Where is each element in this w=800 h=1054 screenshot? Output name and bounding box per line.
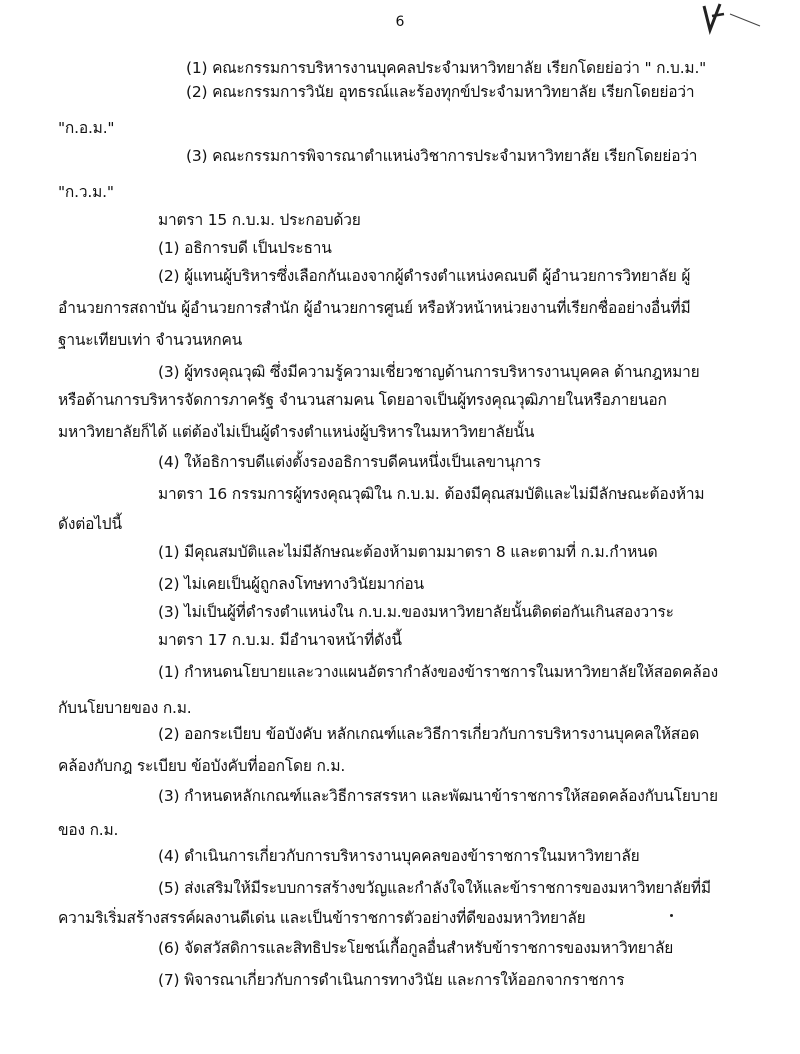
text-line: (1) คณะกรรมการบริหารงานบุคคลประจำมหาวิทยาลัย เรียกโดยย่อว่า " ก.บ.ม." (186, 59, 707, 77)
text-line: (4) ให้อธิการบดีแต่งตั้งรองอธิการบดีคนหนึ่งเป็นเลขานุการ (158, 453, 541, 471)
text-line: ฐานะเทียบเท่า จำนวนหกคน (58, 331, 243, 349)
text-line: (2) ผู้แทนผู้บริหารซึ่งเลือกกันเองจากผู้ดำรงตำแหน่งคณบดี ผู้อำนวยการวิทยาลัย ผู้ (158, 267, 691, 285)
text-line: มาตรา 17 ก.บ.ม. มีอำนาจหน้าที่ดังนี้ (158, 631, 402, 649)
text-line: ของ ก.ม. (58, 821, 119, 839)
text-line: (2) ไม่เคยเป็นผู้ถูกลงโทษทางวินัยมาก่อน (158, 575, 424, 593)
text-line: (3) คณะกรรมการพิจารณาตำแหน่งวิชาการประจำมหาวิทยาลัย เรียกโดยย่อว่า (186, 147, 698, 165)
text-line: (1) อธิการบดี เป็นประธาน (158, 239, 332, 257)
text-line: (4) ดำเนินการเกี่ยวกับการบริหารงานบุคคลของข้าราชการในมหาวิทยาลัย (158, 847, 640, 865)
text-line: "ก.อ.ม." (58, 119, 115, 137)
text-line: มหาวิทยาลัยก็ได้ แต่ต้องไม่เป็นผู้ดำรงตำแหน่งผู้บริหารในมหาวิทยาลัยนั้น (58, 423, 535, 441)
text-line: (3) ผู้ทรงคุณวุฒิ ซึ่งมีความรู้ความเชี่ยวชาญด้านการบริหารงานบุคคล ด้านกฎหมาย (158, 363, 700, 381)
text-line: มาตรา 16 กรรมการผู้ทรงคุณวุฒิใน ก.บ.ม. ต้องมีคุณสมบัติและไม่มีลักษณะต้องห้าม (158, 485, 705, 503)
text-line: กับนโยบายของ ก.ม. (58, 699, 192, 717)
text-line: คล้องกับกฎ ระเบียบ ข้อบังคับที่ออกโดย ก.ม. (58, 757, 346, 775)
text-line: "ก.ว.ม." (58, 183, 114, 201)
text-line: ความริเริ่มสร้างสรรค์ผลงานดีเด่น และเป็นข้าราชการตัวอย่างที่ดีของมหาวิทยาลัย (58, 909, 586, 927)
text-line: หรือด้านการบริหารจัดการภาครัฐ จำนวนสามคน โดยอาจเป็นผู้ทรงคุณวุฒิภายในหรือภายนอก (58, 391, 667, 409)
text-line: (6) จัดสวัสดิการและสิทธิประโยชน์เกื้อกูลอื่นสำหรับข้าราชการของมหาวิทยาลัย (158, 939, 674, 957)
scan-speck (670, 914, 673, 917)
handwritten-mark (690, 0, 800, 40)
text-line: อำนวยการสถาบัน ผู้อำนวยการสำนัก ผู้อำนวยการศูนย์ หรือหัวหน้าหน่วยงานที่เรียกชื่ออย่างอื่นที่มี (58, 299, 691, 317)
text-line: (1) กำหนดนโยบายและวางแผนอัตรากำลังของข้าราชการในมหาวิทยาลัยให้สอดคล้อง (158, 663, 718, 681)
text-line: (2) คณะกรรมการวินัย อุทธรณ์และร้องทุกข์ประจำมหาวิทยาลัย เรียกโดยย่อว่า (186, 83, 695, 101)
page-number: 6 (395, 14, 405, 30)
text-line: (3) ไม่เป็นผู้ที่ดำรงตำแหน่งใน ก.บ.ม.ของมหาวิทยาลัยนั้นติดต่อกันเกินสองวาระ (158, 603, 674, 621)
text-line: (5) ส่งเสริมให้มีระบบการสร้างขวัญและกำลังใจให้และข้าราชการของมหาวิทยาลัยที่มี (158, 879, 711, 897)
text-line: ดังต่อไปนี้ (58, 515, 122, 533)
text-line: มาตรา 15 ก.บ.ม. ประกอบด้วย (158, 211, 361, 229)
text-line: (2) ออกระเบียบ ข้อบังคับ หลักเกณฑ์และวิธีการเกี่ยวกับการบริหารงานบุคคลให้สอด (158, 725, 700, 743)
text-line: (7) พิจารณาเกี่ยวกับการดำเนินการทางวินัย และการให้ออกจากราชการ (158, 971, 625, 989)
text-line: (3) กำหนดหลักเกณฑ์และวิธีการสรรหา และพัฒนาข้าราชการให้สอดคล้องกับนโยบาย (158, 787, 718, 805)
text-line: (1) มีคุณสมบัติและไม่มีลักษณะต้องห้ามตามมาตรา 8 และตามที่ ก.ม.กำหนด (158, 543, 658, 561)
